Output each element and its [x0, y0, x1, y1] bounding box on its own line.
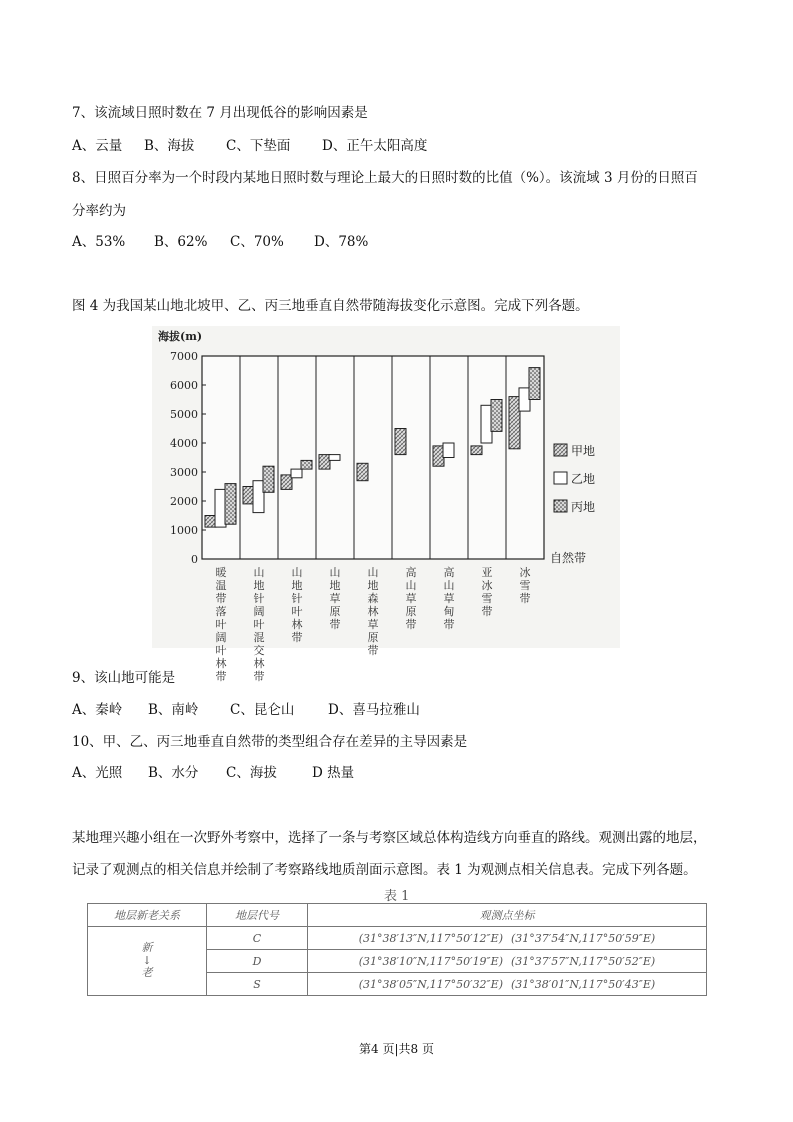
- range-bar-bing: [529, 368, 540, 400]
- row-coord1: (31°38′10″N,117°50′19″E): [308, 950, 508, 973]
- q7-stem: 7、该流域日照时数在 7 月出现低谷的影响因素是: [72, 105, 368, 121]
- range-bar-jia: [395, 429, 406, 455]
- range-bar-jia: [281, 475, 292, 490]
- q10-option-d: D 热量: [312, 765, 355, 781]
- table1: [87, 903, 707, 996]
- q8-option-c: C、70%: [230, 234, 284, 250]
- age-relation-cell: [88, 927, 207, 996]
- q7-option-d: D、正午太阳高度: [322, 138, 428, 154]
- y-tick-label: 5000: [170, 408, 198, 421]
- range-bar-jia: [471, 446, 482, 455]
- legend-label-yi: 乙地: [571, 472, 596, 486]
- row-code: S: [207, 973, 308, 996]
- x-category-label: 暖温带落叶阔叶林带: [215, 566, 227, 683]
- table1-title: 表 1: [384, 889, 410, 904]
- field-intro-line2: 记录了观测点的相关信息并绘制了考察路线地质剖面示意图。表 1 为观测点相关信息表。完成下列各题。: [72, 862, 697, 878]
- row-code: C: [207, 927, 308, 950]
- age-old: 老: [141, 966, 153, 980]
- row-coord1: (31°38′05″N,117°50′32″E): [308, 973, 508, 996]
- y-tick-label: 6000: [170, 379, 198, 392]
- y-tick-label: 2000: [170, 495, 198, 508]
- field-intro-line1: 某地理兴趣小组在一次野外考察中，选择了一条与考察区域总体构造线方向垂直的路线。观测出露的地层，: [72, 830, 707, 846]
- range-bar-yi: [329, 455, 340, 461]
- range-bar-bing: [491, 400, 502, 432]
- header-code: 地层代号: [207, 904, 308, 927]
- age-new: 新: [141, 941, 153, 955]
- legend-swatch-bing: [554, 500, 567, 512]
- header-coords: 观测点坐标: [308, 904, 707, 927]
- range-bar-bing: [301, 460, 312, 469]
- y-tick-label: 4000: [170, 437, 198, 450]
- plot-frame: [202, 356, 544, 559]
- row-coord2: (31°38′01″N,117°50′43″E): [507, 973, 707, 996]
- range-bar-yi: [519, 388, 530, 411]
- x-category-label: 山地针阔叶混交林带: [253, 566, 265, 683]
- row-coord2: (31°37′57″N,117°50′52″E): [507, 950, 707, 973]
- q10-option-c: C、海拔: [226, 765, 277, 781]
- range-bar-jia: [205, 516, 216, 528]
- q8-option-d: D、78%: [314, 234, 369, 250]
- q8-stem-line2: 分率约为: [72, 203, 126, 219]
- table-row: [88, 927, 707, 950]
- y-tick-label: 7000: [170, 350, 198, 363]
- legend-swatch-jia: [554, 444, 567, 456]
- range-bar-jia: [243, 487, 254, 504]
- q9-option-c: C、昆仑山: [230, 702, 295, 718]
- x-category-label: 高山草原带: [405, 566, 417, 631]
- page-footer: 第4 页|共8 页: [359, 1042, 434, 1056]
- x-axis-label: 自然带: [550, 551, 587, 565]
- x-category-label: 冰雪带: [519, 566, 531, 605]
- row-code: D: [207, 950, 308, 973]
- range-bar-bing: [263, 466, 274, 492]
- range-bar-yi: [215, 489, 226, 527]
- range-bar-jia: [433, 446, 444, 466]
- q10-stem: 10、甲、乙、丙三地垂直自然带的类型组合存在差异的主导因素是: [72, 734, 468, 750]
- q10-options: [72, 761, 354, 781]
- y-tick-label: 1000: [170, 524, 198, 537]
- y-tick-label: 3000: [170, 466, 198, 479]
- range-bar-bing: [225, 484, 236, 525]
- legend-swatch-yi: [554, 472, 567, 484]
- q10-option-b: B、水分: [148, 765, 199, 781]
- legend-label-bing: 丙地: [571, 500, 596, 514]
- legend-label-jia: 甲地: [571, 444, 596, 458]
- y-axis-label: 海拔(m): [158, 330, 203, 343]
- range-bar-jia: [509, 397, 520, 449]
- x-category-label: 山地针叶林带: [291, 566, 303, 644]
- table-header-row: [88, 904, 707, 927]
- x-category-label: 山地森林草原带: [367, 566, 379, 657]
- header-age: 地层新老关系: [88, 904, 207, 927]
- q8-options: [72, 230, 368, 250]
- q8-option-b: B、62%: [154, 234, 208, 250]
- range-bar-yi: [443, 443, 454, 458]
- q9-option-d: D、喜马拉雅山: [328, 702, 420, 718]
- range-bar-jia: [319, 455, 330, 470]
- q10-option-a: A、光照: [72, 765, 123, 781]
- q8-option-a: A、53%: [72, 234, 126, 250]
- row-coord1: (31°38′13″N,117°50′12″E): [308, 927, 508, 950]
- age-arrow-icon: ↓: [142, 953, 152, 967]
- legend: [554, 443, 595, 514]
- x-category-label: 山地草原带: [329, 566, 341, 631]
- q9-stem: 9、该山地可能是: [72, 670, 176, 686]
- row-coord2: (31°37′54″N,117°50′59″E): [507, 927, 707, 950]
- fig4-intro: 图 4 为我国某山地北坡甲、乙、丙三地垂直自然带随海拔变化示意图。完成下列各题。: [72, 298, 589, 314]
- range-bar-yi: [291, 469, 302, 478]
- q9-option-a: A、秦岭: [72, 702, 123, 718]
- q7-option-a: A、云量: [72, 138, 123, 154]
- range-bar-jia: [357, 463, 368, 480]
- x-category-label: 亚冰雪带: [481, 566, 493, 618]
- vertical-zone-chart: [152, 326, 620, 683]
- q8-stem-line1: 8、日照百分率为一个时段内某地日照时数与理论上最大的日照时数的比值（%）。该流域 3 月份的日照百: [72, 170, 698, 186]
- q9-option-b: B、南岭: [148, 702, 199, 718]
- range-bar-yi: [253, 481, 264, 513]
- q7-option-c: C、下垫面: [226, 138, 291, 154]
- range-bar-yi: [481, 405, 492, 443]
- q9-options: [72, 698, 420, 718]
- q7-option-b: B、海拔: [144, 138, 195, 154]
- q7-options: [72, 134, 427, 154]
- x-category-label: 高山草甸带: [443, 566, 455, 631]
- y-tick-label: 0: [191, 553, 198, 566]
